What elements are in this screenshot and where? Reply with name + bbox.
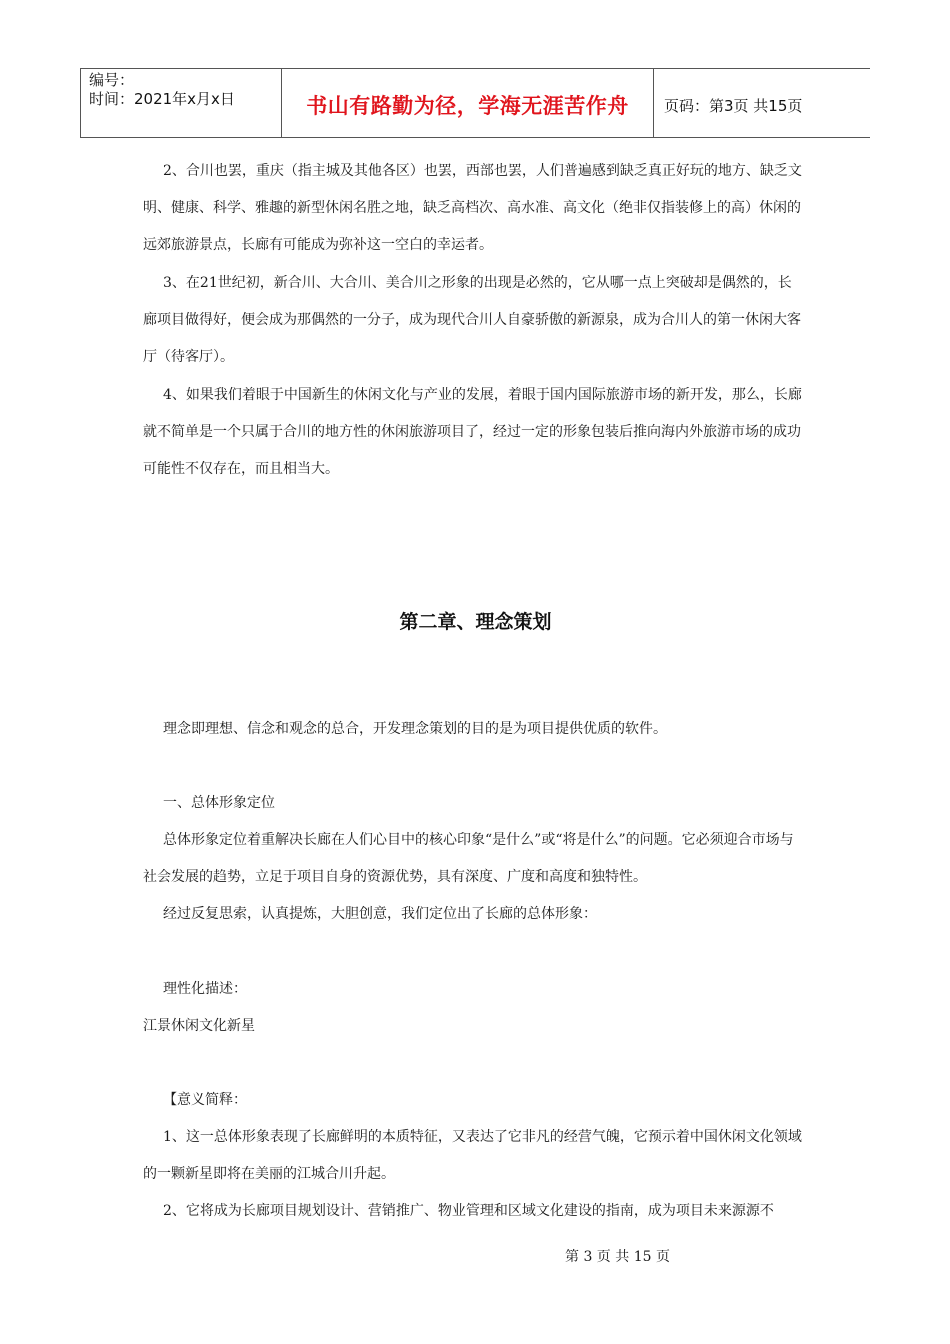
meaning-item-1: 1、这一总体形象表现了长廊鲜明的本质特征，又表达了它非凡的经营气魄，它预示着中国休闲文化领域的一颗新星即将在美丽的江城合川升起。 [143, 1129, 802, 1182]
paragraph-2: 2、合川也罢，重庆（指主城及其他各区）也罢，西部也罢，人们普遍感到缺乏真正好玩的地方、缺乏文明、健康、科学、雅趣的新型休闲名胜之地，缺乏高档次、高水准、高文化（绝非仅指装修上的高）休闲的远郊旅游景点，长廊有可能成为弥补这一空白的幸运者。 [143, 163, 802, 253]
document-number-label: 编号： [89, 71, 135, 89]
paragraph-4: 4、如果我们着眼于中国新生的休闲文化与产业的发展，着眼于国内国际旅游市场的新开发，那么，长廊就不简单是一个只属于合川的地方性的休闲旅游项目了，经过一定的形象包装后推向海内外旅游市场的成功可能性不仅存在，而且相当大。 [143, 387, 802, 477]
section-body: 总体形象定位着重解决长廊在人们心目中的核心印象“是什么”或“将是什么”的问题。它必须迎合市场与社会发展的趋势，立足于项目自身的资源优势，具有深度、广度和高度和独特性。 [143, 832, 794, 885]
section-heading: 一、总体形象定位 [163, 795, 275, 811]
paragraph-3: 3、在21世纪初，新合川、大合川、美合川之形象的出现是必然的，它从哪一点上突破却是偶然的，长廊项目做得好，便会成为那偶然的一分子，成为现代合川人自豪骄傲的新源泉，成为合川人的第一休闲大客厅（待客厅）。 [143, 275, 801, 365]
page-header [80, 68, 870, 138]
document-date: 时间：2021年x月x日 [89, 90, 235, 108]
header-page-info: 页码：第3页 共15页 [664, 96, 803, 115]
header-motto: 书山有路勤为径，学海无涯苦作舟 [282, 69, 654, 137]
meaning-item-2: 2、它将成为长廊项目规划设计、营销推广、物业管理和区域文化建设的指南，成为项目未来源源不 [163, 1203, 774, 1219]
page-footer: 第 3 页 共 15 页 [565, 1249, 670, 1265]
rational-value: 江景休闲文化新星 [143, 1018, 255, 1034]
chapter-title: 第二章、理念策划 [399, 611, 552, 633]
intro-paragraph: 理念即理想、信念和观念的总合，开发理念策划的目的是为项目提供优质的软件。 [163, 721, 667, 737]
section-summary: 经过反复思索，认真提炼，大胆创意，我们定位出了长廊的总体形象： [163, 906, 597, 922]
header-meta [80, 69, 282, 137]
meaning-label: 【意义简释： [163, 1092, 247, 1108]
rational-label: 理性化描述： [163, 981, 247, 997]
